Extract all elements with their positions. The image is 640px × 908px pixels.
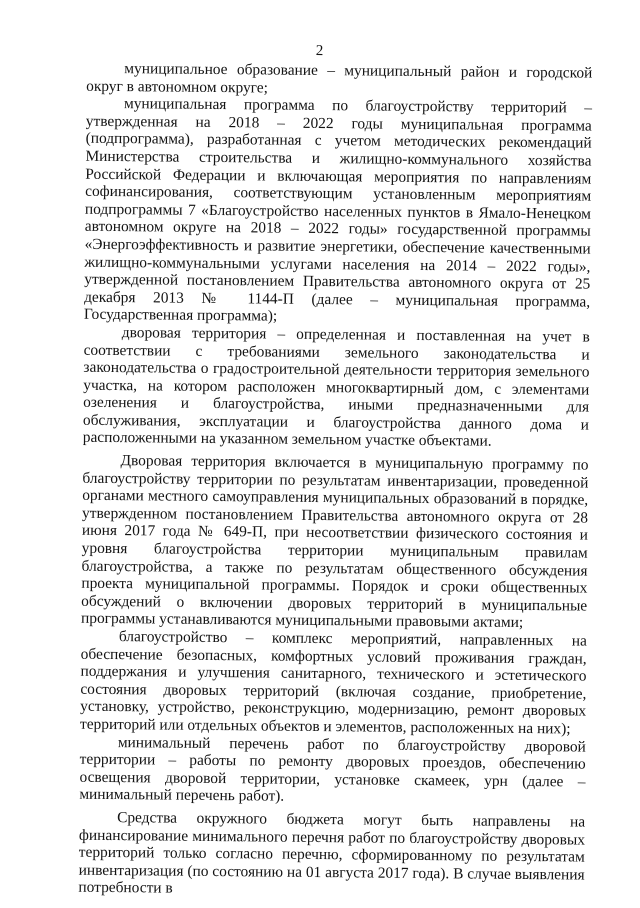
- page-number: 2: [315, 42, 324, 60]
- paragraph: минимальный перечень работ по благоустройству дворовой территории – работы по ремонту дворовых проездов, обеспечению освещения дворовой территории, установке скамеек, урн (далее – минимальный перечень работ).: [79, 733, 586, 806]
- paragraph: муниципальное образование – муниципальный район и городской округ в автономном округе;: [86, 60, 593, 97]
- document-body: [78, 60, 592, 902]
- paragraph: муниципальная программа по благоустройству территорий – утвержденная на 2018 – 2022 годы муниципальная программа (подпрограмма), разработанная с учетом методических рекомендаций Министерства строительства и жилищно-коммунального хозяйства Российской Федерации и включающая мероприятия по направлениям софинансирования, соответствующим установленным мероприятиям подпрограммы 7 «Благоустройство населенных пунктов в Ямало-Ненецком автономном округе на 2018 – 2022 годы» государственной программы «Энергоэффективность и развитие энергетики, обеспечение качественными жилищно-коммунальными услугами населения на 2014 – 2022 годы», утвержденной постановлением Правительства автономного округа от 25 декабря 2013 № 1144-П (далее – муниципальная программа, Государственная программа);: [83, 95, 593, 325]
- paragraph: Дворовая территория включается в муниципальную программу по благоустройству территории по результатам инвентаризации, проведенной органами местного самоуправления муниципальных образований в порядке, утвержденном постановлением Правительства автономного округа от 28 июня 2017 года № 649-П, при несоответствии физического состояния и уровня благоустройства территории муниципальным правилам благоустройства, а также по результатам общественного обсуждения проекта муниципальной программы. Порядок и сроки общественных обсуждений о включении дворовых территорий в муниципальные программы устанавливаются муниципальными правовыми актами;: [80, 452, 589, 632]
- paragraph: благоустройство – комплекс мероприятий, направленных на обеспечение безопасных, комфортных условий проживания граждан, поддержания и улучшения санитарного, технического и эстетического состояния дворовых территорий (включая создание, приобретение, установку, устройство, реконструкцию, модернизацию, ремонт дворовых территорий или отдельных объектов и элементов, расположенных на них);: [79, 628, 587, 738]
- paragraph: Средства окружного бюджета могут быть направлены на финансирование минимального перечня работ по благоустройству дворовых территорий только согласно перечню, сформированному по результатам инвентаризация (по состоянию на 01 августа 2017 года). В случае выявления потребности в: [78, 809, 586, 897]
- paragraph: дворовая территория – определенная и поставленная на учет в соответствии с требованиями земельного законодательства и законодательства о градостроительной деятельности территория земельного участка, на котором расположен многоквартирный дом, с элементами озеленения и благоустройства, иными предназначенными для обслуживания, эксплуатации и благоустройства данного дома и расположенными на указанном земельном участке объектами.: [82, 324, 590, 451]
